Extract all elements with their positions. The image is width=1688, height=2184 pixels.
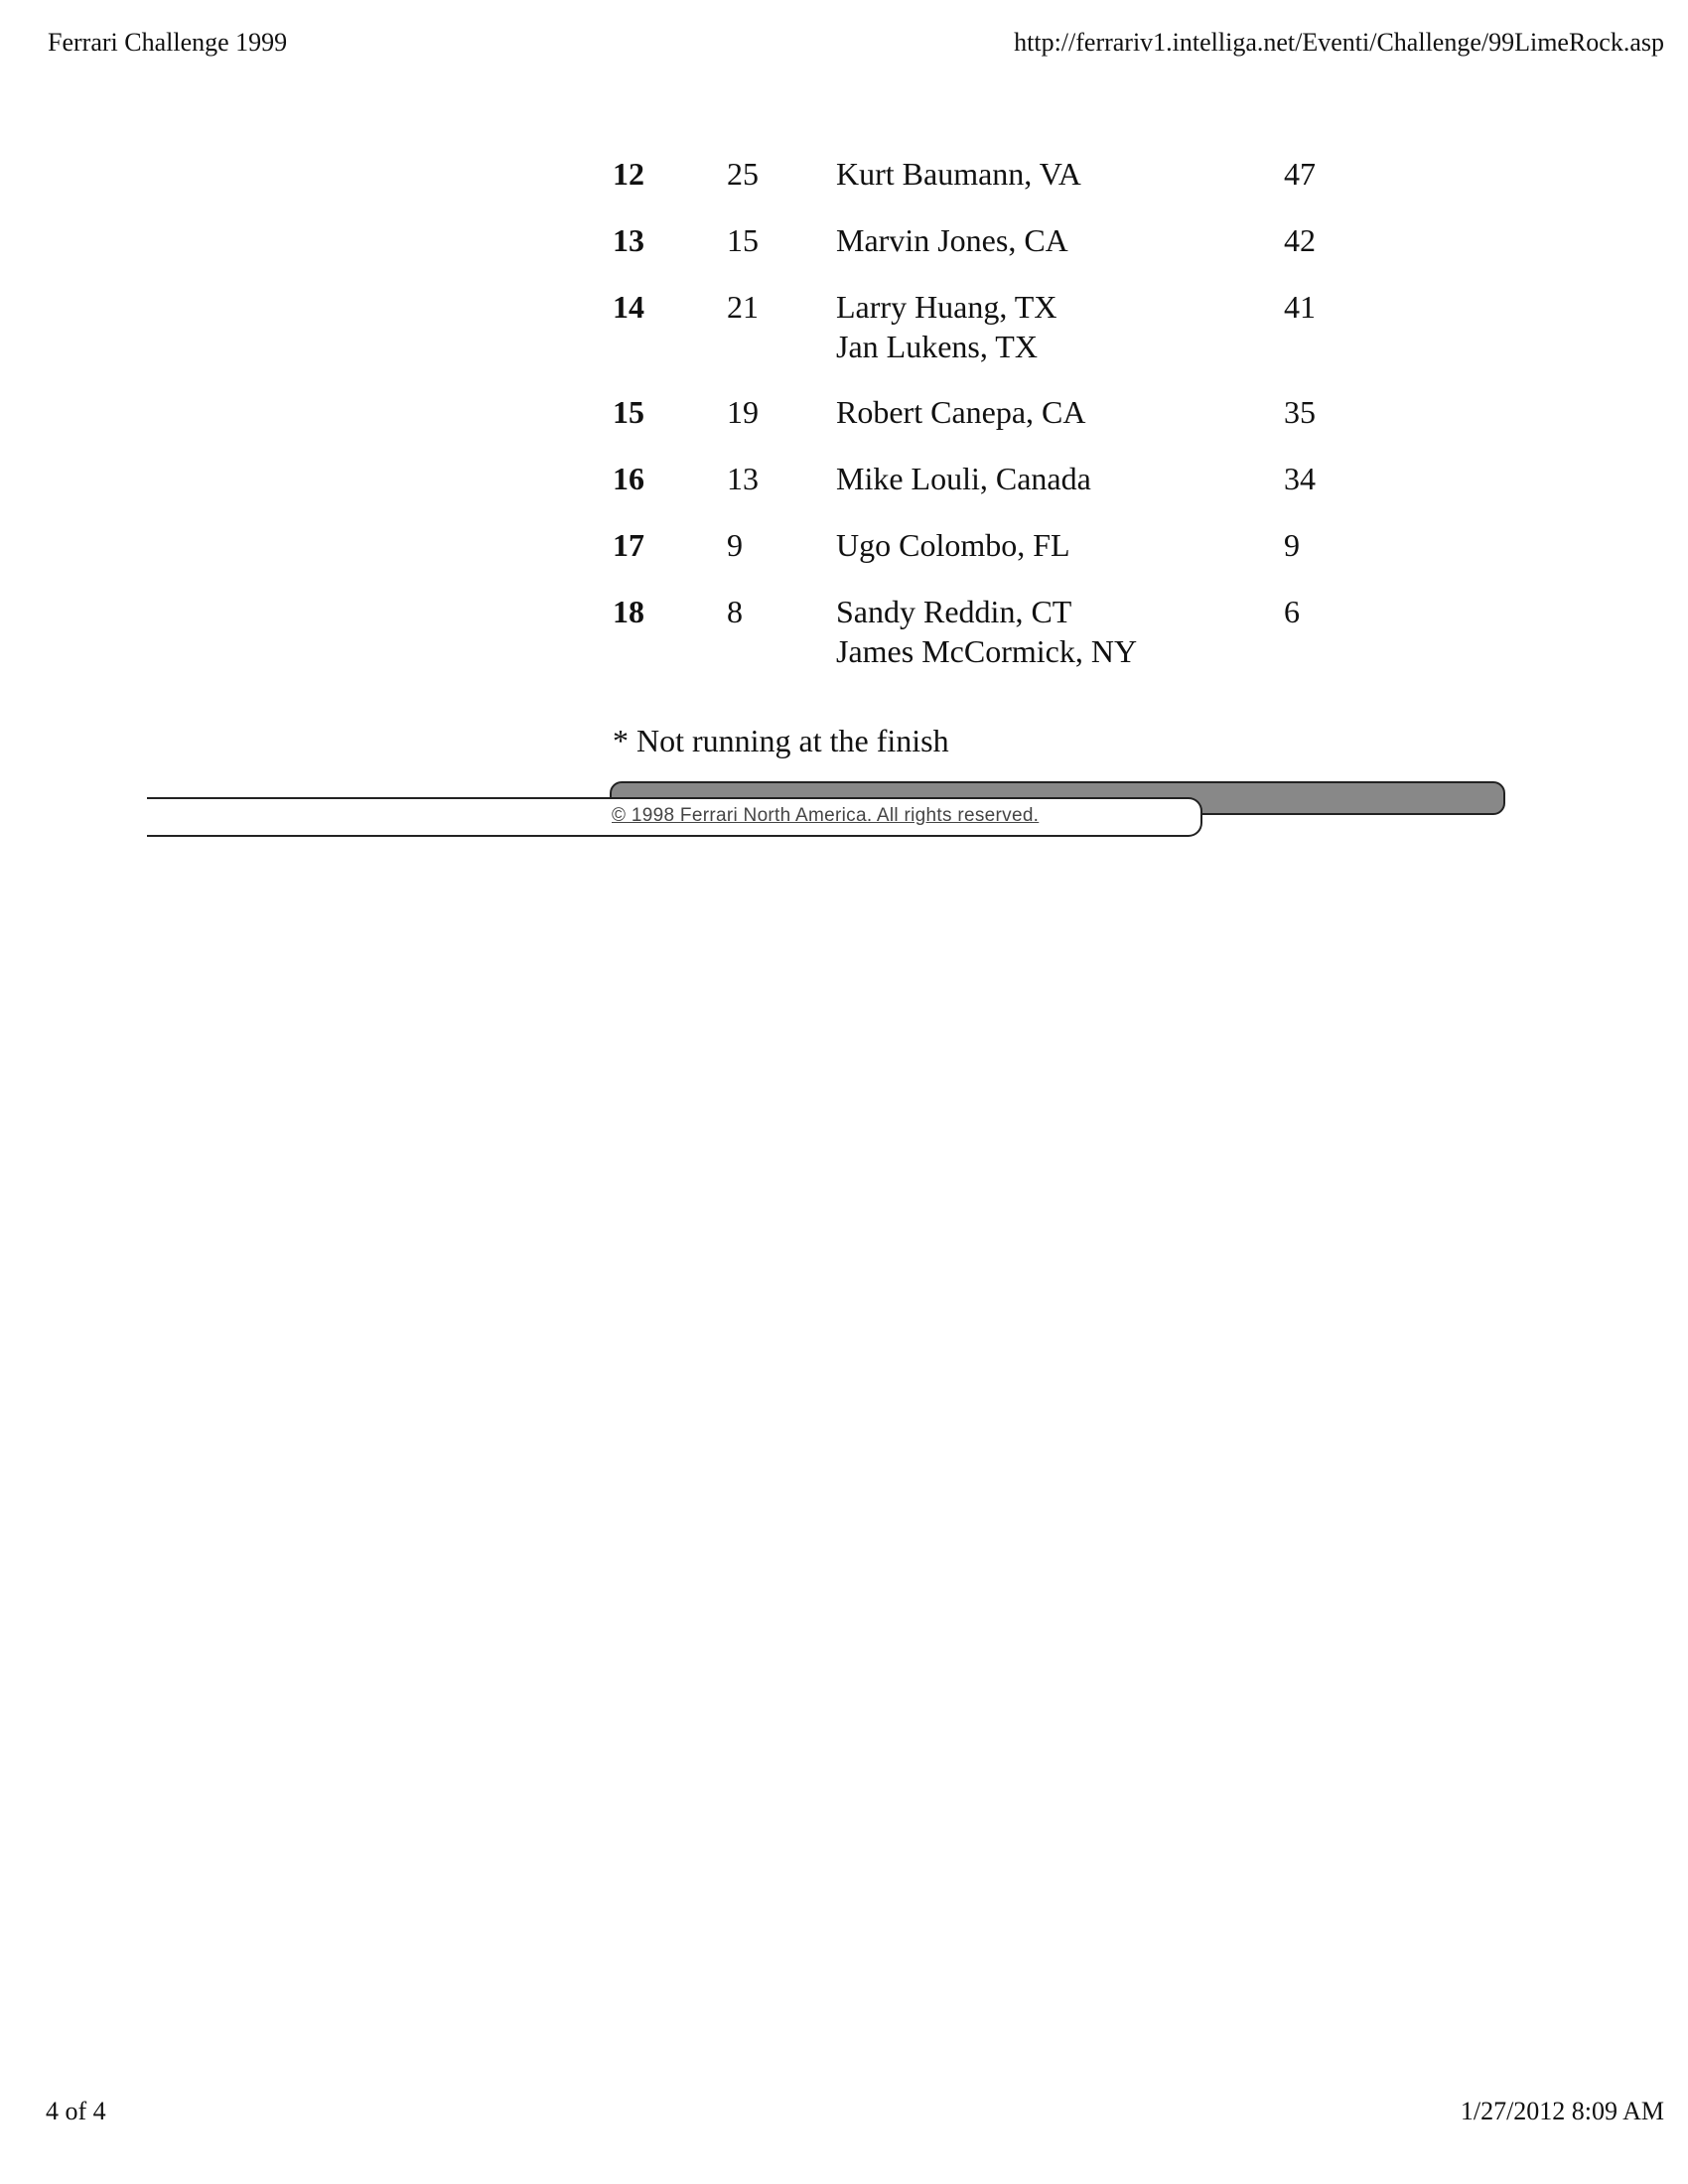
result-points: 9 [1284,527,1300,563]
driver-name: Robert Canepa, CA [836,394,1086,430]
result-drivers [836,392,1086,432]
result-car-number: 15 [727,222,759,258]
print-header-title: Ferrari Challenge 1999 [48,28,288,57]
driver-name: Sandy Reddin, CT [836,594,1072,629]
print-footer-timestamp: 1/27/2012 8:09 AM [1460,2097,1664,2125]
result-drivers [836,220,1068,260]
footnote: * Not running at the finish [613,723,949,758]
result-position: 12 [613,156,644,192]
result-drivers [836,287,1056,366]
result-car-number: 8 [727,594,743,629]
driver-name: Jan Lukens, TX [836,329,1038,364]
driver-name: Kurt Baumann, VA [836,156,1081,192]
driver-name: James McCormick, NY [836,633,1138,669]
result-position: 17 [613,527,644,563]
result-car-number: 19 [727,394,759,430]
result-drivers [836,459,1091,498]
result-car-number: 25 [727,156,759,192]
print-header-url: http://ferrariv1.intelliga.net/Eventi/Challenge/99LimeRock.asp [1014,28,1664,57]
result-car-number: 13 [727,461,759,496]
result-position: 15 [613,394,644,430]
result-car-number: 21 [727,289,759,325]
result-points: 35 [1284,394,1316,430]
result-points: 6 [1284,594,1300,629]
result-car-number: 9 [727,527,743,563]
result-drivers [836,592,1137,671]
result-position: 16 [613,461,644,496]
copyright-link[interactable]: © 1998 Ferrari North America. All rights reserved. [612,805,1040,826]
result-points: 41 [1284,289,1316,325]
result-drivers [836,154,1081,194]
driver-name: Ugo Colombo, FL [836,527,1070,563]
result-position: 18 [613,594,644,629]
driver-name: Mike Louli, Canada [836,461,1091,496]
driver-name: Marvin Jones, CA [836,222,1068,258]
result-position: 13 [613,222,644,258]
driver-name: Larry Huang, TX [836,289,1057,325]
result-points: 42 [1284,222,1316,258]
result-drivers [836,525,1070,565]
result-position: 14 [613,289,644,325]
print-footer-page: 4 of 4 [46,2097,106,2125]
result-points: 47 [1284,156,1316,192]
result-points: 34 [1284,461,1316,496]
